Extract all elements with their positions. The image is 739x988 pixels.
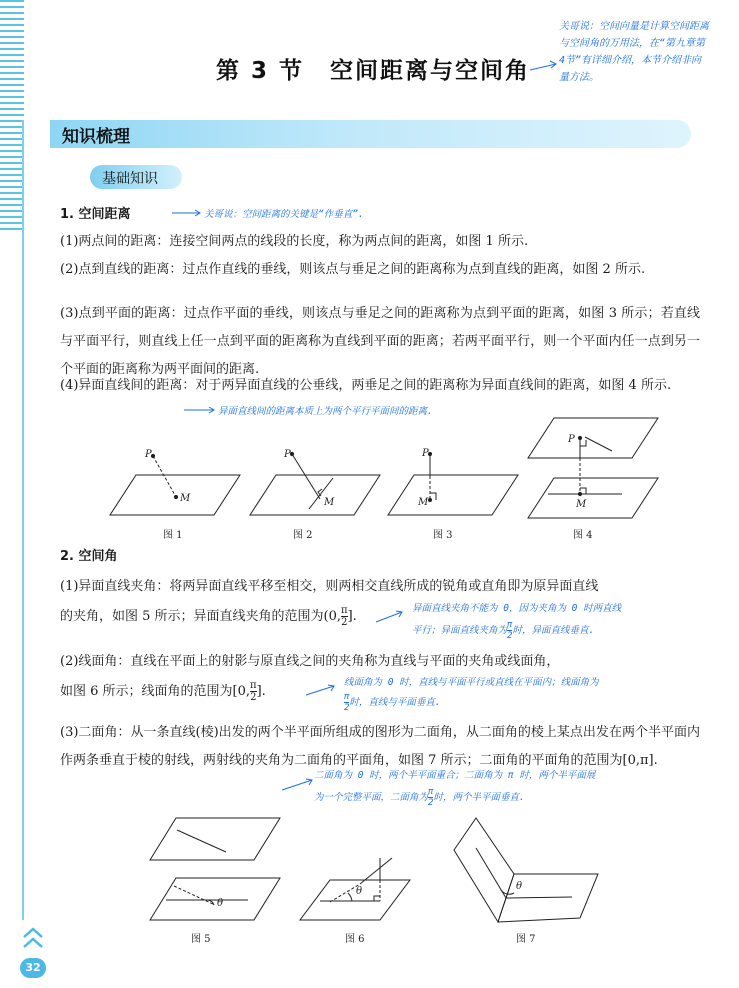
fig3-caption: 图 3 bbox=[433, 530, 453, 541]
fig1-M: M bbox=[180, 493, 191, 504]
para-skew-angle-b: 的夹角，如图 5 所示；异面直线夹角的范围为(0, $\frac{\pi}{2}$ ]. bbox=[60, 605, 357, 628]
para-two-point: (1)两点间的距离：连接空间两点的线段的长度，称为两点间的距离，如图 1 所示. bbox=[60, 234, 529, 249]
fig5-caption: 图 5 bbox=[191, 934, 211, 945]
para-skew-distance: (4)异面直线间的距离：对于两异面直线的公垂线，两垂足之间的距离称为异面直线间的距离，如图 4 所示. bbox=[60, 378, 672, 393]
para-point-line: (2)点到直线的距离：过点作直线的垂线，则该点与垂足之间的距离称为点到直线的距离，如图 2 所示. bbox=[60, 262, 646, 277]
fig3-P: P bbox=[422, 448, 429, 459]
note-skew-distance: 异面直线间的距离本质上为两个平行平面间的距离. bbox=[218, 406, 433, 417]
para-line-plane-b: 如图 6 所示；线面角的范围为[0, $\frac{\pi}{2}$ ]. bbox=[60, 680, 266, 703]
para-point-plane: (3)点到平面的距离：过点作平面的垂线，则该点与垂足之间的距离称为点到平面的距离，如图 3 所示；若直线与平面平行，则直线上任一点到平面的距离称为直线到平面的距离；若两平面平行，则一个平面内任一点到另一个平面的距离称为两平面间的距离. bbox=[60, 306, 700, 377]
section-number: 第 3 节 bbox=[216, 58, 305, 84]
fig4-caption: 图 4 bbox=[573, 530, 593, 541]
note-distance: 关哥说：空间距离的关键是“作垂直”. bbox=[204, 209, 364, 220]
note-dihedral-1: 二面角为 0 时，两个半平面重合；二面角为 π 时，两个半平面展 bbox=[314, 770, 596, 781]
section-title: 空间距离与空间角 bbox=[330, 58, 531, 84]
top-handwritten-note: 关哥说：空间向量是计算空间距离与空间角的万用法，在“第九章第4节”有详细介绍，本节介绍非向量方法。 bbox=[559, 21, 709, 83]
para-dihedral: (3)二面角：从一条直线(棱)出发的两个半平面所组成的图形为二面角，从二面角的棱上某点出发在两个半平面内作两条垂直于棱的射线，两射线的夹角为二面角的平面角，如图 7 所示；二面角的平面角的范围为[0,π]. bbox=[60, 725, 700, 768]
fig7-theta: θ bbox=[516, 881, 523, 892]
para-line-plane-a: (2)线面角：直线在平面上的射影与原直线之间的夹角称为直线与平面的夹角或线面角， bbox=[60, 654, 560, 669]
note-skew-angle-2: 平行；异面直线夹角为 $\frac{\pi}{2}$ 时，异面直线垂直. bbox=[412, 620, 595, 641]
para-skew-angle-a: (1)异面直线夹角：将两异面直线平移至相交，则两相交直线所成的锐角或直角即为原异面直线 bbox=[60, 579, 599, 594]
heading-space-distance: 1. 空间距离 bbox=[60, 207, 131, 222]
fig6-caption: 图 6 bbox=[345, 934, 365, 945]
fig1-P: P bbox=[145, 449, 152, 460]
page-number: 32 bbox=[20, 958, 46, 978]
note-dihedral-2: 为一个完整平面，二面角为 $\frac{\pi}{2}$ 时，两个半平面垂直. bbox=[314, 787, 525, 808]
fig2-M: M bbox=[324, 497, 335, 508]
note-skew-angle-1: 异面直线夹角不能为 0，因为夹角为 0 时两直线 bbox=[412, 603, 622, 614]
fig2-P: P bbox=[284, 449, 291, 460]
fig3-M: M bbox=[418, 497, 429, 508]
note-line-plane-2: $\frac{\pi}{2}$ 时，直线与平面垂直. bbox=[344, 692, 441, 713]
fig4-M: M bbox=[576, 499, 587, 510]
fig4-P: P bbox=[568, 434, 575, 445]
fig7-caption: 图 7 bbox=[516, 934, 536, 945]
note-line-plane-1: 线面角为 0 时，直线与平面平行或直线在平面内；线面角为 bbox=[344, 677, 599, 688]
banner-label: 知识梳理 bbox=[62, 127, 130, 147]
subsection-label: 基础知识 bbox=[102, 171, 158, 187]
fig1-caption: 图 1 bbox=[163, 530, 183, 541]
fig6-theta: θ bbox=[356, 886, 363, 897]
fig2-caption: 图 2 bbox=[293, 530, 313, 541]
fig5-theta: θ bbox=[217, 898, 224, 909]
heading-space-angle: 2. 空间角 bbox=[60, 549, 118, 564]
